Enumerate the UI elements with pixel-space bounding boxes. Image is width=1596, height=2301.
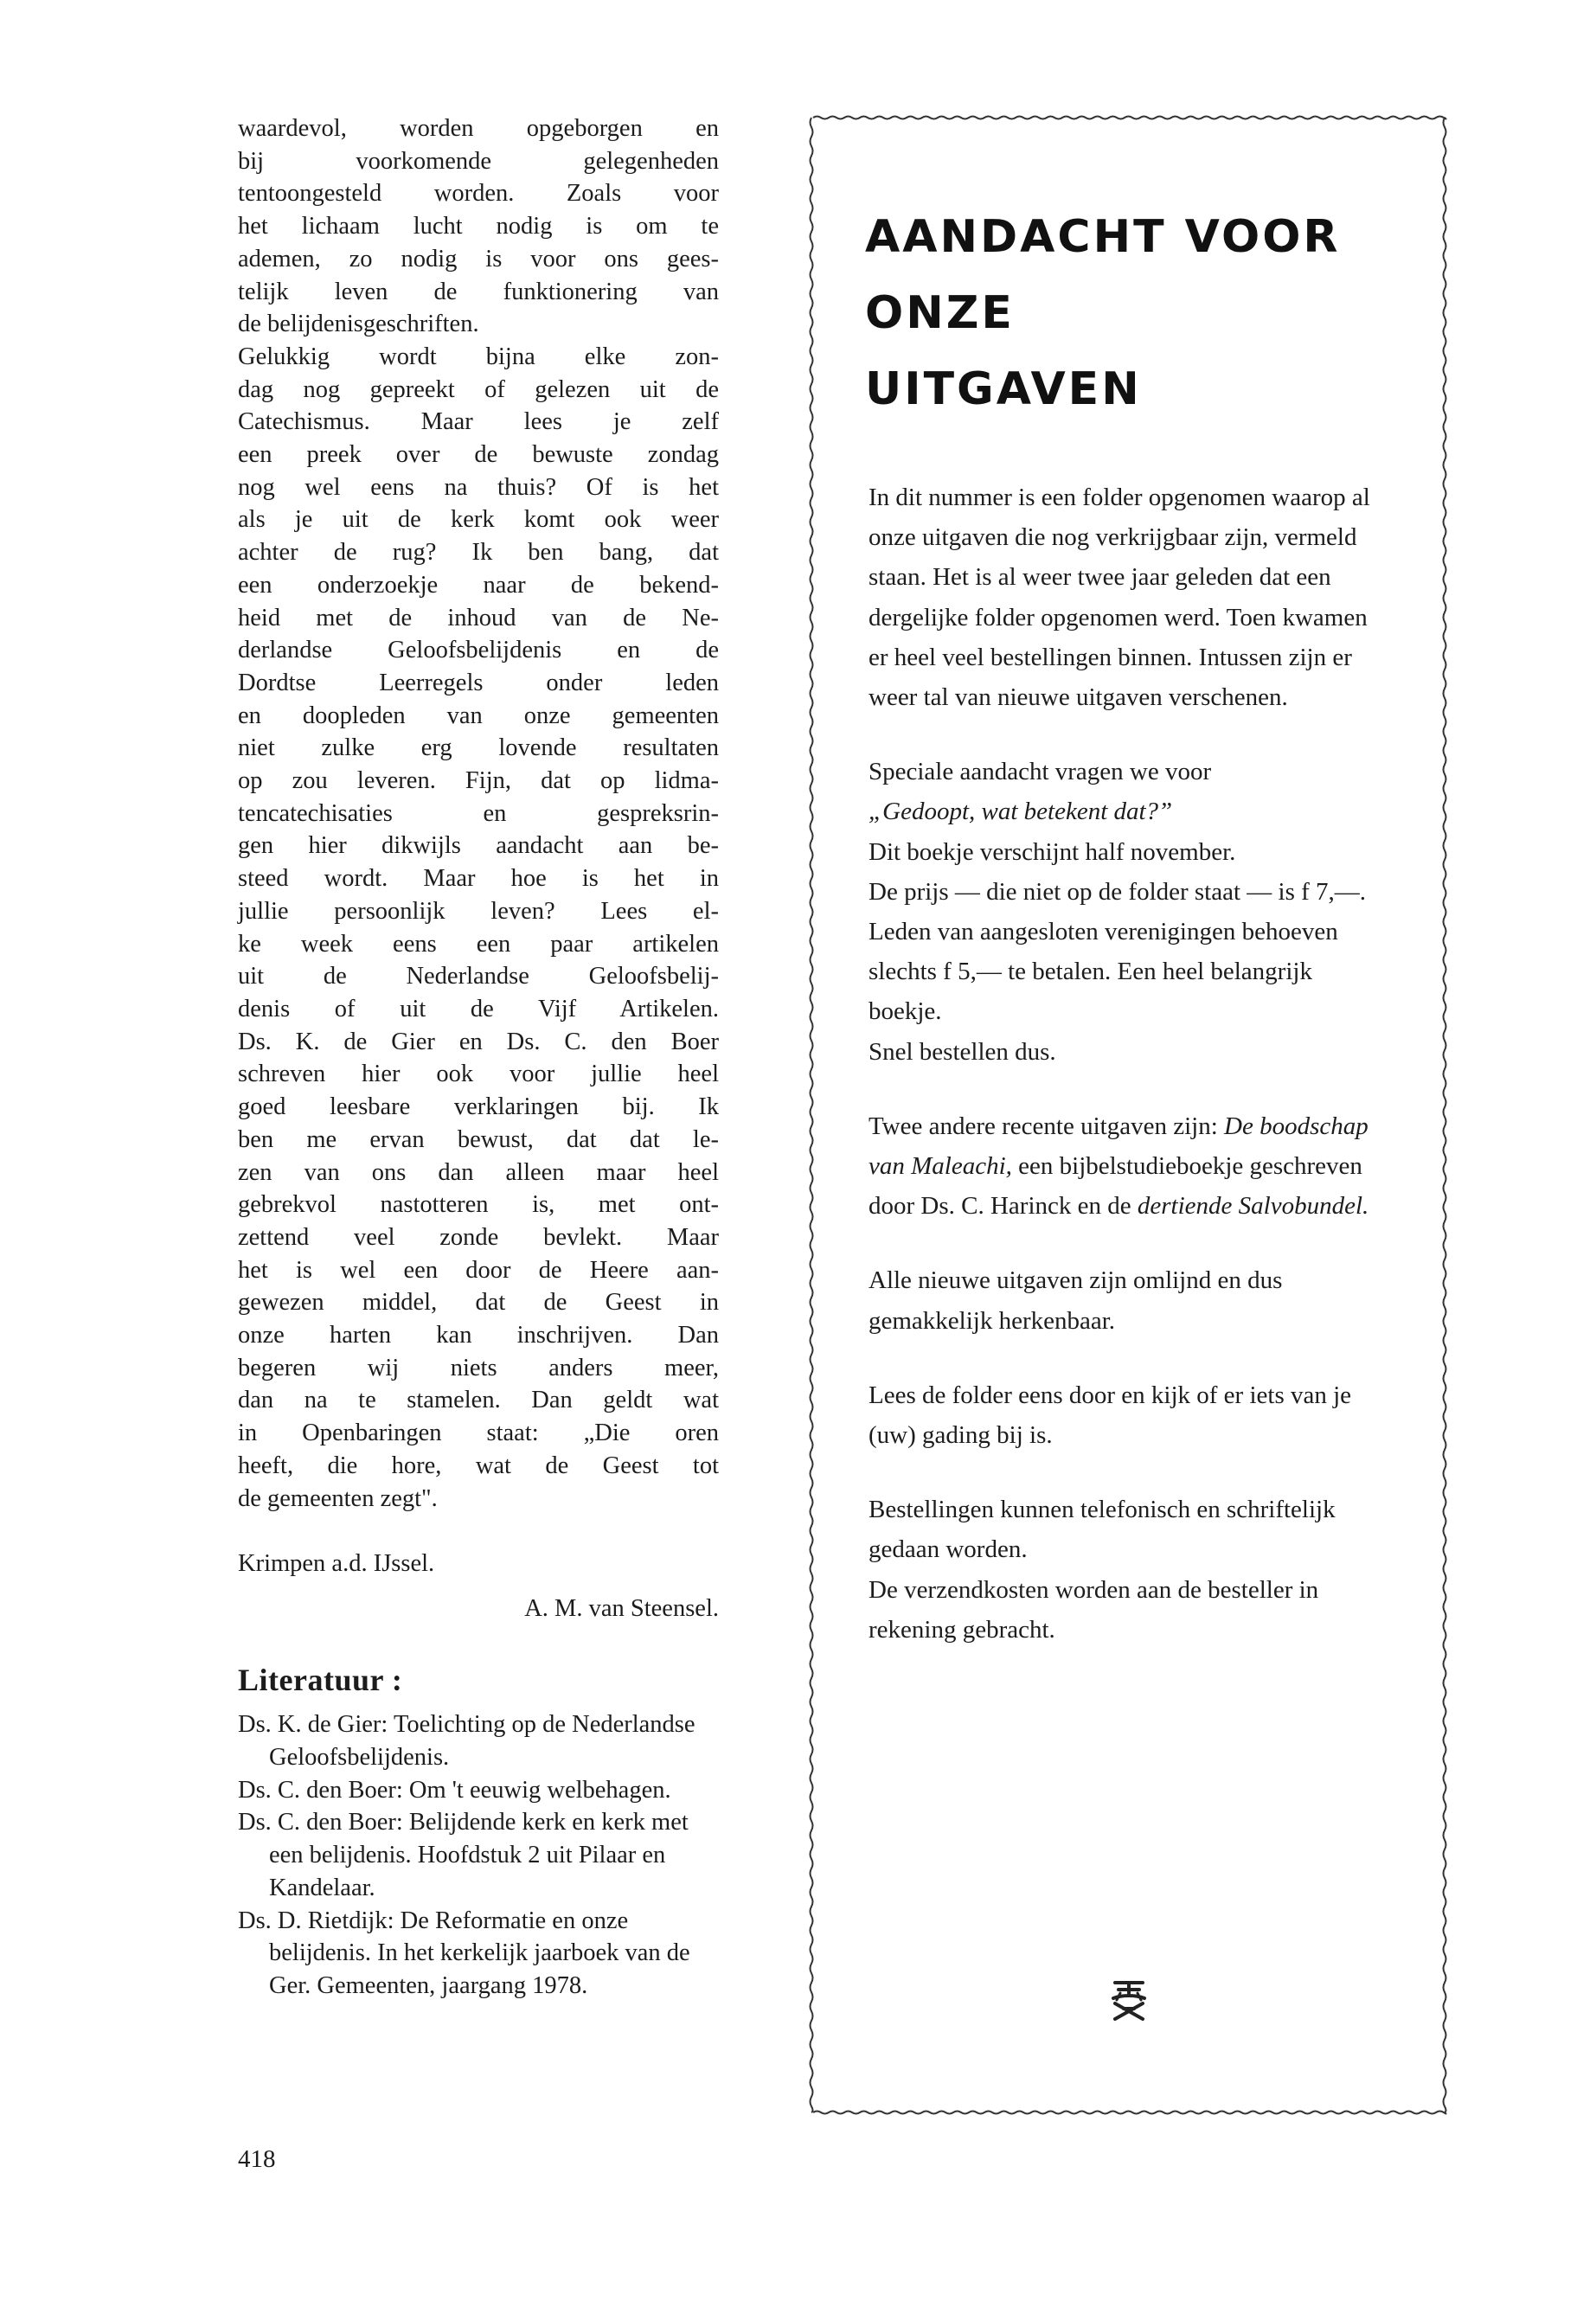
- literature-entry-3: Ds. C. den Boer: Belijdende kerk en kerk met een belijdenis. Hoofdstuk 2 uit Pilaar en Kandelaar.: [238, 1809, 689, 1901]
- article-line: gebrekvol nastotteren is, met ont-: [238, 1191, 719, 1219]
- paragraph-other-publications: [869, 1106, 1388, 1227]
- article-line: heid met de inhoud van de Ne-: [238, 604, 719, 631]
- salvobundel-title: dertiende Salvobundel.: [1137, 1192, 1369, 1221]
- publisher-ornament-icon: [1103, 1974, 1155, 2026]
- gedoopt-intro: Speciale aandacht vragen we voor: [869, 758, 1212, 786]
- title-line-2: ONZE: [865, 287, 1015, 339]
- article-line: niet zulke erg lovende resultaten: [238, 734, 719, 762]
- literature-heading: Literatuur :: [238, 1662, 403, 1697]
- article-line: nog wel eens na thuis? Of is het: [238, 473, 719, 501]
- article-line: zen van ons dan alleen maar heel: [238, 1158, 719, 1186]
- article-line: een preek over de bewuste zondag: [238, 441, 719, 469]
- literature-entry-2: Ds. C. den Boer: Om 't eeuwig welbehagen.: [238, 1776, 671, 1804]
- article-line: de belijdenisgeschriften.: [238, 311, 479, 338]
- article-line: tentoongesteld worden. Zoals voor: [238, 180, 719, 208]
- article-place: Krimpen a.d. IJssel.: [238, 1550, 435, 1578]
- article-line: het lichaam lucht nodig is om te: [238, 213, 719, 240]
- article-line: telijk leven de funktionering van: [238, 278, 719, 305]
- article-line: dag nog gepreekt of gelezen uit de: [238, 375, 719, 403]
- literature-entry-4: Ds. D. Rietdijk: De Reformatie en onze belijdenis. In het kerkelijk jaarboek van de Ger. Gemeenten, jaargang 1978.: [238, 1907, 690, 1999]
- article-line: Gelukkig wordt bijna elke zon-: [238, 343, 719, 370]
- paragraph-ordering: [869, 1490, 1388, 1650]
- other-intro: Twee andere recente uitgaven zijn:: [869, 1112, 1218, 1140]
- article-line: ke week eens een paar artikelen: [238, 930, 719, 958]
- article-line: derlandse Geloofsbelijdenis en de: [238, 637, 719, 664]
- gedoopt-release: Dit boekje verschijnt half november.: [869, 837, 1236, 866]
- literature-entry-1: Ds. K. de Gier: Toelichting op de Nederlandse Geloofsbelijdenis.: [238, 1711, 695, 1772]
- article-line: het is wel een door de Heere aan-: [238, 1256, 719, 1284]
- ordering-methods: Bestellingen kunnen telefonisch en schriftelijk gedaan worden.: [869, 1496, 1336, 1564]
- article-body: [238, 112, 719, 1515]
- article-line: gewezen middel, dat de Geest in: [238, 1289, 719, 1317]
- title-line-1: AANDACHT VOOR: [865, 211, 1341, 263]
- announcement-text: [869, 478, 1388, 1650]
- article-line: achter de rug? Ik ben bang, dat: [238, 539, 719, 567]
- article-line: onze harten kan inschrijven. Dan: [238, 1322, 719, 1349]
- paragraph-read-folder: Lees de folder eens door en kijk of er iets van je (uw) gading bij is.: [869, 1381, 1352, 1450]
- article-line: als je uit de kerk komt ook weer: [238, 506, 719, 534]
- gedoopt-title: [869, 792, 1388, 831]
- article-line: begeren wij niets anders meer,: [238, 1354, 719, 1381]
- article-line: een onderzoekje naar de bekend-: [238, 571, 719, 599]
- article-line: uit de Nederlandse Geloofsbelij-: [238, 963, 719, 990]
- article-line: bij voorkomende gelegenheden: [238, 147, 719, 175]
- article-line: dan na te stamelen. Dan geldt wat: [238, 1387, 719, 1414]
- article-line: jullie persoonlijk leven? Lees el-: [238, 897, 719, 925]
- article-line: schreven hier ook voor jullie heel: [238, 1061, 719, 1088]
- article-line: en doopleden van onze gemeenten: [238, 702, 719, 729]
- article-line: tencatechisaties en gespreksrin-: [238, 799, 719, 827]
- article-line: ben me ervan bewust, dat dat le-: [238, 1125, 719, 1153]
- article-line: Dordtse Leerregels onder leden: [238, 669, 719, 696]
- article-line: steed wordt. Maar hoe is het in: [238, 865, 719, 893]
- article-line: in Openbaringen staat: „Die oren: [238, 1420, 719, 1447]
- article-signature: A. M. van Steensel.: [524, 1594, 719, 1622]
- article-line: op zou leveren. Fijn, dat op lidma-: [238, 767, 719, 795]
- article-line: waardevol, worden opgeborgen en: [238, 115, 719, 142]
- announcement-box: [806, 112, 1451, 2119]
- article-column: [238, 112, 719, 2003]
- article-line: denis of uit de Vijf Artikelen.: [238, 995, 719, 1022]
- article-line: gen hier dikwijls aandacht aan be-: [238, 832, 719, 860]
- gedoopt-order: Snel bestellen dus.: [869, 1037, 1056, 1066]
- paragraph-folder: In dit nummer is een folder opgenomen waarop al onze uitgaven die nog verkrijgbaar zijn, vermeld staan. Het is al weer twee jaar geleden dat een dergelijke folder opgenomen werd. Toen kwamen er heel veel bestellingen binnen. Intussen zijn er weer tal van nieuwe uitgaven verschenen.: [869, 484, 1370, 712]
- article-line: heeft, die hore, wat de Geest tot: [238, 1452, 719, 1479]
- article-line: zettend veel zonde bevlekt. Maar: [238, 1223, 719, 1251]
- gedoopt-title-text: „Gedoopt, wat betekent dat?”: [869, 798, 1173, 826]
- paragraph-gedoopt: [869, 752, 1388, 1072]
- other-middle: een bijbelstudieboekje geschreven door Ds. C. Harinck en de: [869, 1152, 1362, 1221]
- title-line-3: UITGAVEN: [865, 363, 1142, 415]
- announcement-title: [865, 199, 1419, 427]
- shipping-costs: De verzendkosten worden aan de besteller in rekening gebracht.: [869, 1575, 1319, 1644]
- page-number: 418: [238, 2145, 276, 2173]
- maleachi-title: De boodschap van Maleachi,: [869, 1112, 1368, 1181]
- article-line: ademen, zo nodig is voor ons gees-: [238, 245, 719, 272]
- article-line: de gemeenten zegt".: [238, 1484, 438, 1512]
- paragraph-outlined: Alle nieuwe uitgaven zijn omlijnd en dus gemakkelijk herkenbaar.: [869, 1266, 1283, 1335]
- gedoopt-price: De prijs — die niet op de folder staat — is f 7,—. Leden van aangesloten verenigingen behoeven slechts f 5,— te betalen. Een heel belangrijk boekje.: [869, 877, 1367, 1026]
- article-line: Ds. K. de Gier en Ds. C. den Boer: [238, 1028, 719, 1055]
- article-line: Catechismus. Maar lees je zelf: [238, 408, 719, 436]
- article-line: goed leesbare verklaringen bij. Ik: [238, 1093, 719, 1121]
